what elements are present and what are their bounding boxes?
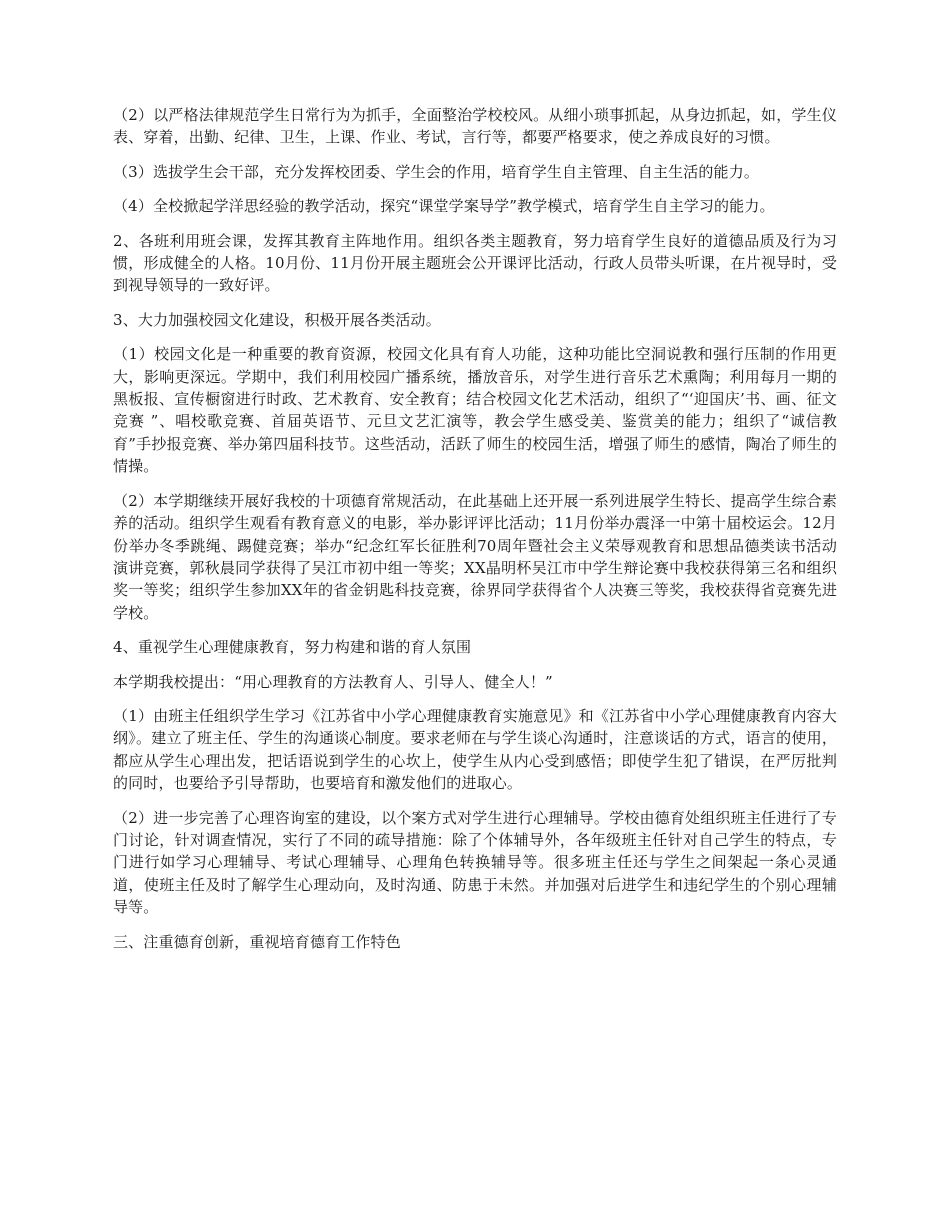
paragraph-3-3-student-union: （3）选拔学生会干部，充分发挥校团委、学生会的作用，培育学生自主管理、自主生活的能力。 (113, 162, 759, 181)
paragraph-3-campus-culture-heading: 3、大力加强校园文化建设，积极开展各类活动。 (113, 310, 441, 329)
paragraph-campus-culture-1: （1）校园文化是一种重要的教育资源，校园文化具有育人功能，这种功能比空洞说教和强行压制的作用更大，影响更深远。学期中，我们利用校园广播系统，播放音乐，对学生进行音乐艺术熏陶；利用每月一期的黑板报、宣传橱窗进行时政、艺术教育、安全教育；结合校园文化艺术活动，组织了“‘迎国庆’书、画、征文竞赛 ”、唱校歌竞赛、首届英语节、元旦文艺汇演等，教会学生感受美、鉴赏美的能力；组织了“诚信教育”手抄报竞赛、举办第四届科技节。这些活动，活跃了师生的校园生活，增强了师生的感情，陶冶了师生的情操。 (113, 345, 837, 476)
paragraph-mental-health-slogan: 本学期我校提出：“用心理教育的方法教育人、引导人、健全人！” (113, 672, 553, 691)
paragraph-3-4-teaching-mode: （4）全校掀起学洋思经验的教学活动，探究“课堂学案导学”教学模式，培育学生自主学习的能力。 (113, 197, 775, 216)
paragraph-mental-health-1: （1）由班主任组织学生学习《江苏省中小学心理健康教育实施意见》和《江苏省中小学心理健康教育内容大纲》。建立了班主任、学生的沟通谈心制度。要求老师在与学生谈心沟通时，注意谈话的方式，语言的使用，都应从学生心理出发，把话语说到学生的心坎上，使学生从内心受到感悟；即使学生犯了错误，在严厉批判的同时，也要给予引导帮助，也要培育和激发他们的进取心。 (113, 706, 837, 793)
paragraph-3-2-discipline: （2）以严格法律规范学生日常行为为抓手，全面整治学校校风。从细小琐事抓起，从身边抓起，如，学生仪表、穿着，出勤、纪律、卫生，上课、作业、考试，言行等，都要严格要求，使之养成良好的习惯。 (113, 106, 837, 147)
paragraph-mental-health-2: （2）进一步完善了心理咨询室的建设，以个案方式对学生进行心理辅导。学校由德育处组织班主任进行了专门讨论，针对调查情况，实行了不同的疏导措施：除了个体辅导外，各年级班主任针对自己学生的特点，专门进行如学习心理辅导、考试心理辅导、心理角色转换辅导等。很多班主任还与学生之间架起一条心灵通道，使班主任及时了解学生心理动向，及时沟通、防患于未然。并加强对后进学生和违纪学生的个别心理辅导等。 (113, 808, 837, 917)
document-page (113, 104, 837, 965)
paragraph-2-class-meetings: 2、各班利用班会课，发挥其教育主阵地作用。组织各类主题教育，努力培育学生良好的道德品质及行为习惯，形成健全的人格。10月份、11月份开展主题班会公开课评比活动，行政人员带头听课，在片视导时，受到视导领导的一致好评。 (113, 231, 837, 295)
section-three-heading: 三、注重德育创新，重视培育德育工作特色 (113, 932, 401, 951)
paragraph-4-mental-health-heading: 4、重视学生心理健康教育，努力构建和谐的育人氛围 (113, 638, 472, 657)
paragraph-campus-culture-2: （2）本学期继续开展好我校的十项德育常规活动，在此基础上还开展一系列进展学生特长、提高学生综合素养的活动。组织学生观看有教育意义的电影，举办影评评比活动；11月份举办震泽一中第十届校运会。12月份举办冬季跳绳、踢健竞赛；举办“纪念红军长征胜利70周年暨社会主义荣辱观教育和思想品德类读书活动演讲竞赛，郭秋晨同学获得了吴江市初中组一等奖；XX晶明杯吴江市中学生辩论赛中我校获得第三名和组织奖一等奖；组织学生参加XX年的省金钥匙科技竞赛，徐界同学获得省个人决赛三等奖，我校获得省竞赛先进学校。 (113, 491, 837, 622)
